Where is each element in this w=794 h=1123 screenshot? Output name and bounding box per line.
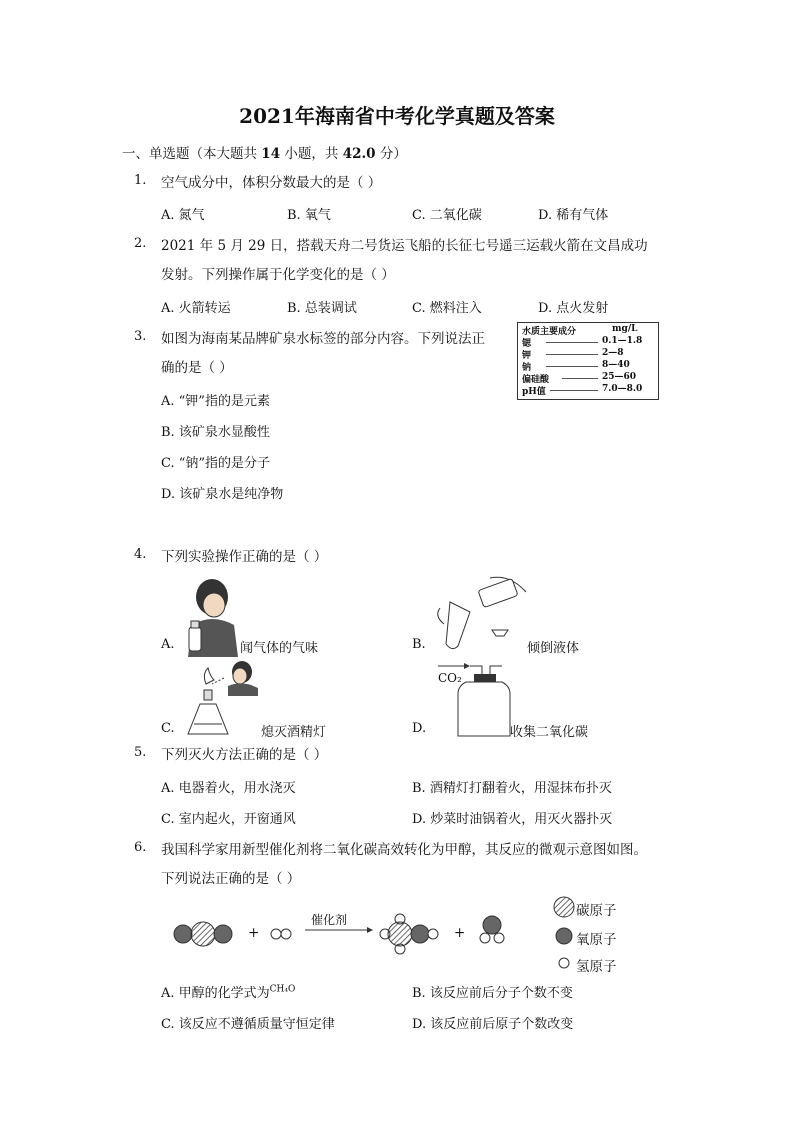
label-value: 8—40	[602, 360, 630, 370]
label-unit: mg/L	[612, 324, 638, 334]
option-b: B. 该矿泉水显酸性	[161, 425, 270, 440]
option-c: C. 燃料注入	[412, 301, 482, 316]
legend-carbon: 碳原子	[576, 903, 617, 919]
question-number: 3.	[134, 329, 147, 344]
option-b-text: 倾倒液体	[527, 641, 580, 656]
legend-hydrogen: 氢原子	[576, 959, 617, 975]
plus-sign: +	[248, 925, 260, 941]
question-number: 6.	[134, 840, 147, 855]
option-c: C. 室内起火，开窗通风	[161, 812, 296, 827]
label-value: 25—60	[602, 372, 637, 382]
option-c: C. “钠”指的是分子	[161, 456, 271, 471]
option-d: D. 炒菜时油锅着火，用灭火器扑灭	[412, 812, 613, 827]
pour-liquid-illustration	[430, 572, 530, 652]
option-b: B. 该反应前后分子个数不变	[412, 986, 573, 1001]
option-c-text: 熄灭酒精灯	[261, 725, 327, 740]
label-row: 偏硅酸	[522, 375, 550, 385]
formula: CH₄O	[269, 984, 296, 995]
option-d: D. 该反应前后原子个数改变	[412, 1017, 574, 1032]
label-row: 钾	[522, 351, 532, 361]
option-d-text: 收集二氧化碳	[510, 725, 589, 740]
label-value: 7.0—8.0	[602, 384, 643, 394]
question-number: 5.	[134, 745, 147, 760]
option-a: A. “钾”指的是元素	[161, 394, 270, 409]
option-d: D. 该矿泉水是纯净物	[161, 487, 284, 502]
label-value: 2—8	[602, 348, 624, 358]
option-a: A. 甲醇的化学式为$^{CH_4O}$	[161, 984, 296, 1001]
option-d: D. 稀有气体	[538, 208, 609, 223]
option-a-text: 闻气体的气味	[240, 641, 319, 656]
option-b: B. 总装调试	[287, 301, 357, 316]
question-number: 1.	[134, 173, 147, 188]
question-text: 确的是（ ）	[161, 360, 233, 376]
option-b: B.	[412, 637, 426, 652]
option-a: A. 火箭转运	[161, 301, 231, 316]
label-row: 锶	[522, 339, 532, 349]
option-d: D.	[412, 721, 427, 736]
option-c: C. 二氧化碳	[412, 208, 482, 223]
label-header: 水质主要成分	[522, 327, 577, 337]
label-row: pH值	[522, 387, 546, 397]
label-row: 钠	[522, 363, 532, 373]
question-text: 下列说法正确的是（ ）	[161, 871, 301, 887]
question-text: 发射。下列操作属于化学变化的是（ ）	[161, 267, 395, 283]
smell-gas-illustration	[182, 575, 242, 657]
option-a: A. 氮气	[161, 208, 205, 223]
option-a: A.	[161, 637, 175, 652]
option-b: B. 酒精灯打翻着火，用湿抹布扑灭	[412, 781, 612, 796]
option-c: C.	[161, 721, 175, 736]
option-d: D. 点火发射	[538, 301, 609, 316]
question-text: 空气成分中，体积分数最大的是（ ）	[161, 175, 382, 191]
question-text: 我国科学家用新型催化剂将二氧化碳高效转化为甲醇，其反应的微观示意图如图。	[161, 842, 647, 858]
co2-label: CO₂	[438, 671, 462, 685]
question-number: 4.	[134, 547, 147, 562]
question-text: 下列灭火方法正确的是（ ）	[161, 747, 328, 763]
option-c: C. 该反应不遵循质量守恒定律	[161, 1017, 335, 1032]
question-text: 下列实验操作正确的是（ ）	[161, 549, 328, 565]
water-label-table	[517, 322, 659, 400]
question-text: 如图为海南某品牌矿泉水标签的部分内容。下列说法正	[161, 331, 485, 347]
page-title: 2021年海南省中考化学真题及答案	[239, 104, 555, 128]
catalyst-label: 催化剂	[311, 913, 348, 927]
question-number: 2.	[134, 236, 147, 251]
option-b: B. 氧气	[287, 208, 331, 223]
plus-sign: +	[454, 925, 466, 941]
question-text: 2021 年 5 月 29 日，搭载天舟二号货运飞船的长征七号遥三运载火箭在文昌成功	[161, 238, 648, 254]
reaction-diagram	[165, 890, 635, 974]
label-value: 0.1—1.8	[602, 336, 643, 346]
alcohol-lamp-illustration	[180, 654, 260, 740]
option-a: A. 电器着火，用水浇灭	[161, 781, 296, 796]
legend-oxygen: 氧原子	[576, 932, 617, 948]
section-heading: 一、单选题（本大题共 14 小题，共 42.0 分）	[122, 146, 407, 162]
